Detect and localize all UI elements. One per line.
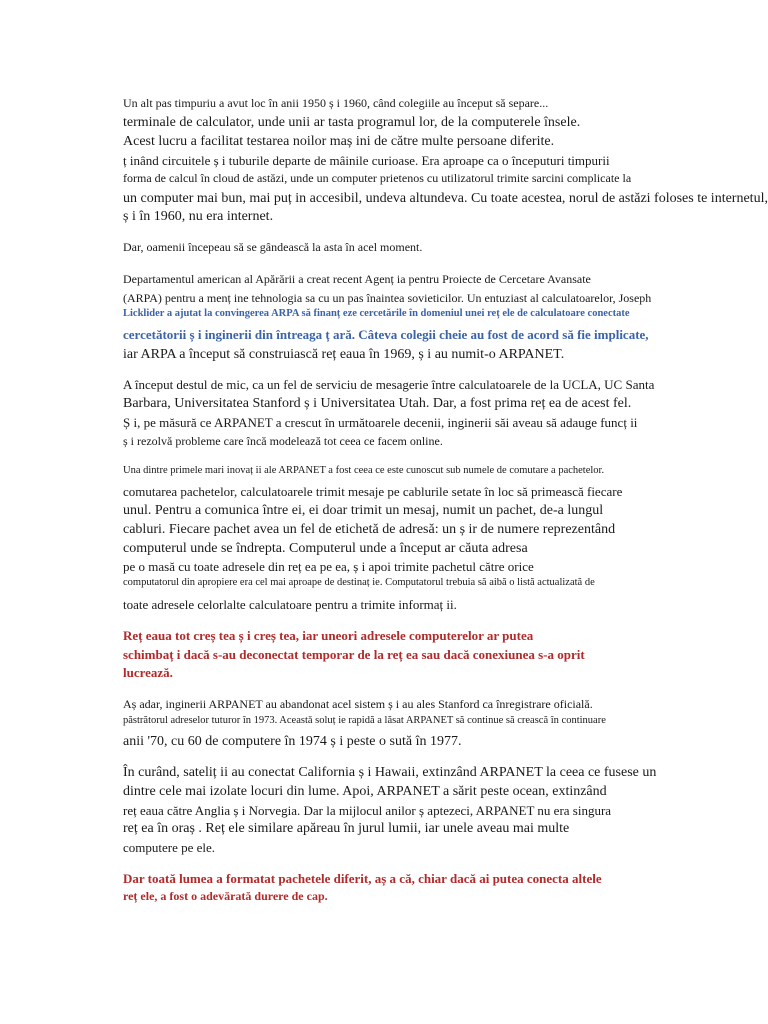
text-line: reț eaua către Anglia ș i Norvegia. Dar la mijlocul anilor ș aptezeci, ARPANET nu era singura (123, 803, 612, 818)
text-line: comutarea pachetelor, calculatoarele trimit mesaje pe cablurile setate în loc să primească fiecare (123, 484, 623, 499)
text-line: toate adresele celorlalte calculatoare pentru a trimite informaț ii. (123, 597, 457, 612)
highlighted-line: reț ele, a fost o adevărată durere de cap. (123, 889, 328, 903)
text-line: ț inând circuitele ș i tuburile departe de mâinile curioase. Era aproape ca o începuturi timpurii (123, 153, 610, 168)
text-line: Dar, oamenii începeau să se gândească la asta în acel moment. (123, 240, 423, 254)
text-line: un computer mai bun, mai puț in accesibil, undeva altundeva. Cu toate acestea, norul de astăzi foloses te internetul, (123, 191, 768, 206)
text-line: anii '70, cu 60 de computere în 1974 ș i peste o sută în 1977. (123, 734, 462, 749)
text-line: Barbara, Universitatea Stanford ș i Universitatea Utah. Dar, a fost prima reț ea de acest fel. (123, 396, 632, 411)
text-line: pe o masă cu toate adresele din reț ea pe ea, ș i apoi trimite pachetul către orice (123, 559, 534, 574)
text-line: ș i rezolvă probleme care încă modelează tot ceea ce facem online. (123, 434, 443, 448)
text-line: terminale de calculator, unde unii ar tasta programul lor, de la computerele însele. (123, 115, 581, 130)
text-line: A început destul de mic, ca un fel de serviciu de mesagerie între calculatoarele de la UCLA, UC Santa (123, 377, 655, 392)
text-line: forma de calcul în cloud de astăzi, unde un computer prietenos cu utilizatorul trimite sarcini complicate la (123, 171, 632, 185)
text-line: computere pe ele. (123, 840, 216, 855)
text-line: cabluri. Fiecare pachet avea un fel de etichetă de adresă: un ș ir de numere reprezentând (123, 522, 616, 537)
text-line: păstrătorul adreselor tuturor în 1973. Aceastǎ soluț ie rapidă a lăsat ARPANET să continue să crească în continuare (123, 715, 606, 726)
text-line: Un alt pas timpuriu a avut loc în anii 1950 ș i 1960, când colegiile au început să separe... (123, 96, 549, 110)
text-line: În curând, sateliț ii au conectat California ș i Hawaii, extinzând ARPANET la ceea ce fusese un (123, 765, 657, 780)
highlighted-line: Licklider a ajutat la convingerea ARPA să finanț eze cercetările în domeniul unei reț ele de calculatoare conectate (123, 308, 630, 319)
text-line: Una dintre primele mari inovaț ii ale ARPANET a fost ceea ce este cunoscut sub numele de comutare a pachetelor. (123, 465, 605, 476)
highlighted-line: Dar toată lumea a formatat pachetele diferit, aș a că, chiar dacă ai putea conecta altele (123, 871, 602, 886)
text-line: Acest lucru a facilitat testarea noilor maș ini de către multe persoane diferite. (123, 134, 555, 149)
text-line: ș i în 1960, nu era internet. (123, 209, 274, 224)
highlighted-line: Reț eaua tot creș tea ș i creș tea, iar uneori adresele computerelor ar putea (123, 628, 534, 643)
text-line: (ARPA) pentru a menț ine tehnologia sa cu un pas înaintea sovieticilor. Un entuziast al calculatoarelor, Joseph (123, 291, 652, 305)
highlighted-line: schimbaț i dacă s-au deconectat temporar de la reț ea sau dacă conexiunea s-a oprit (123, 647, 585, 662)
text-line: unul. Pentru a comunica între ei, ei doar trimit un mesaj, numit un pachet, de-a lungul (123, 503, 604, 518)
text-line: computerul unde se îndrepta. Computerul unde a început ar căuta adresa (123, 541, 528, 556)
highlighted-line: lucrează. (123, 665, 173, 680)
text-line: Aș adar, inginerii ARPANET au abandonat acel sistem ș i au ales Stanford ca înregistrare oficială. (123, 697, 593, 711)
text-line: Departamentul american al Apărării a creat recent Agenț ia pentru Proiecte de Cercetare Avansate (123, 272, 591, 286)
text-line: Ș i, pe măsură ce ARPANET a crescut în următoarele decenii, inginerii săi aveau să adauge funcț ii (123, 415, 638, 430)
text-line: reț ea în oraș . Reț ele similare apăreau în jurul lumii, iar unele aveau mai multe (123, 821, 570, 836)
text-line: dintre cele mai izolate locuri din lume. Apoi, ARPANET a sărit peste ocean, extinzând (123, 784, 607, 799)
text-line: computatorul din apropiere era cel mai aproape de destinaț ie. Computatorul trebuia să aibă o listă actualizată de (123, 577, 595, 588)
highlighted-line: cercetătorii ș i inginerii din întreaga ț ară. Câteva colegii cheie au fost de acord să fie implicate, (123, 327, 649, 342)
text-line: iar ARPA a început să construiască reț eaua în 1969, ș i au numit-o ARPANET. (123, 347, 565, 362)
